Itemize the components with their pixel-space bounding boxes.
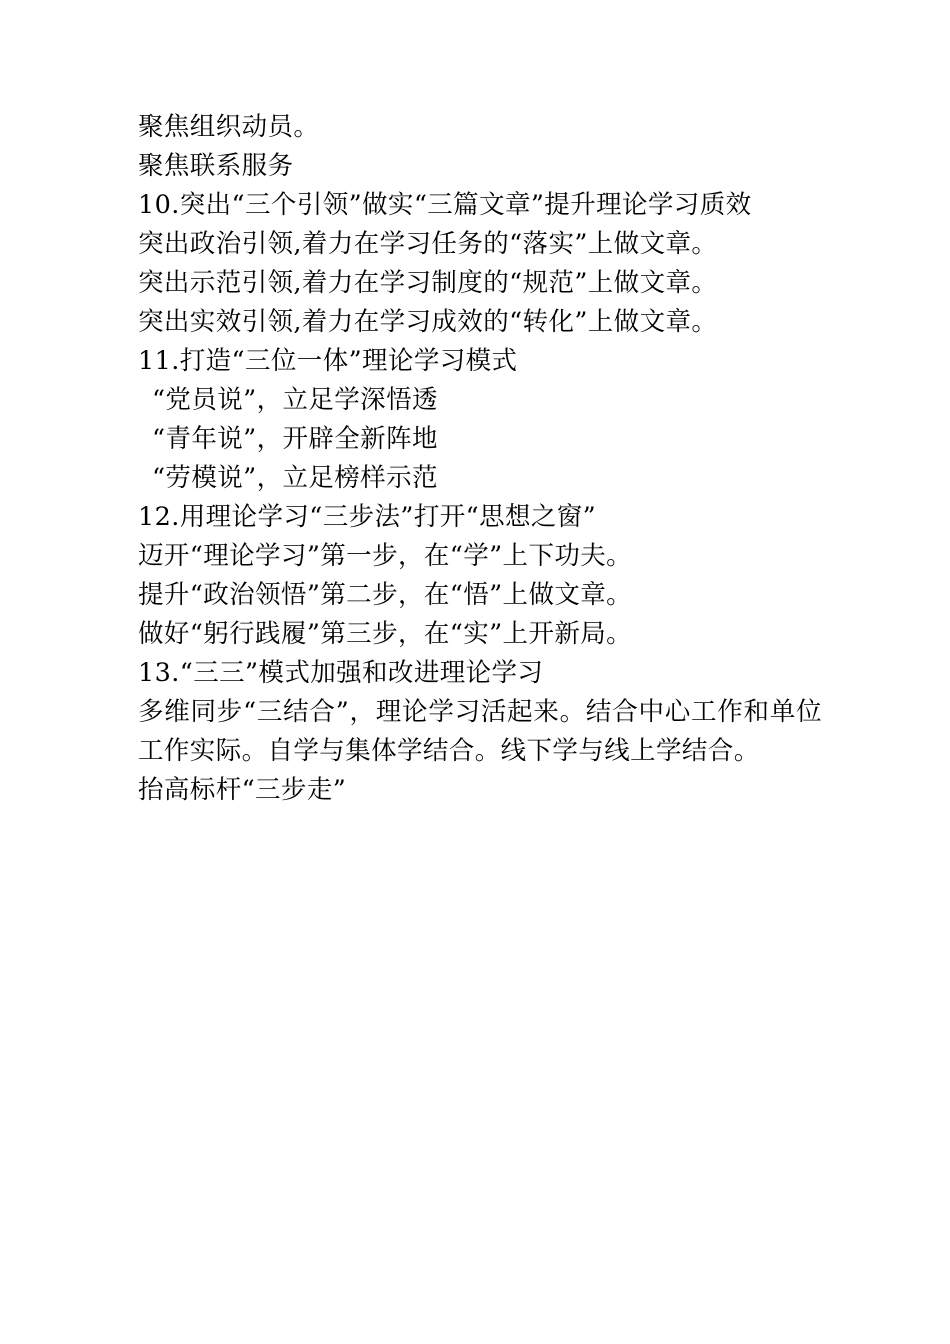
text-line: 突出实效引领,着力在学习成效的“转化”上做文章。 (138, 307, 718, 337)
text-line: 突出政治引领,着力在学习任务的“落实”上做文章。 (138, 229, 718, 259)
text-line: 11.打造“三位一体”理论学习模式 (138, 346, 518, 376)
text-line: 12.用理论学习“三步法”打开“思想之窗” (138, 502, 597, 532)
text-line: “青年说”，开辟全新阵地 (152, 424, 438, 454)
document-body (138, 108, 822, 810)
text-line: 做好“躬行践履”第三步，在“实”上开新局。 (138, 619, 633, 649)
text-line: “党员说”，立足学深悟透 (152, 385, 438, 415)
text-line: 迈开“理论学习”第一步，在“学”上下功夫。 (138, 541, 633, 571)
text-line: 10.突出“三个引领”做实“三篇文章”提升理论学习质效 (138, 190, 752, 220)
text-paragraph: 多维同步“三结合”，理论学习活起来。结合中心工作和单位工作实际。自学与集体学结合。线下学与线上学结合。 (138, 697, 822, 766)
text-line: 13.“三三”模式加强和改进理论学习 (138, 658, 544, 688)
text-line: 抬高标杆“三步走” (138, 775, 347, 805)
text-line: 聚焦组织动员。 (138, 112, 320, 142)
text-line: “劳模说”，立足榜样示范 (152, 463, 438, 493)
text-line: 聚焦联系服务 (138, 151, 294, 181)
text-line: 突出示范引领,着力在学习制度的“规范”上做文章。 (138, 268, 718, 298)
text-line: 提升“政治领悟”第二步，在“悟”上做文章。 (138, 580, 633, 610)
